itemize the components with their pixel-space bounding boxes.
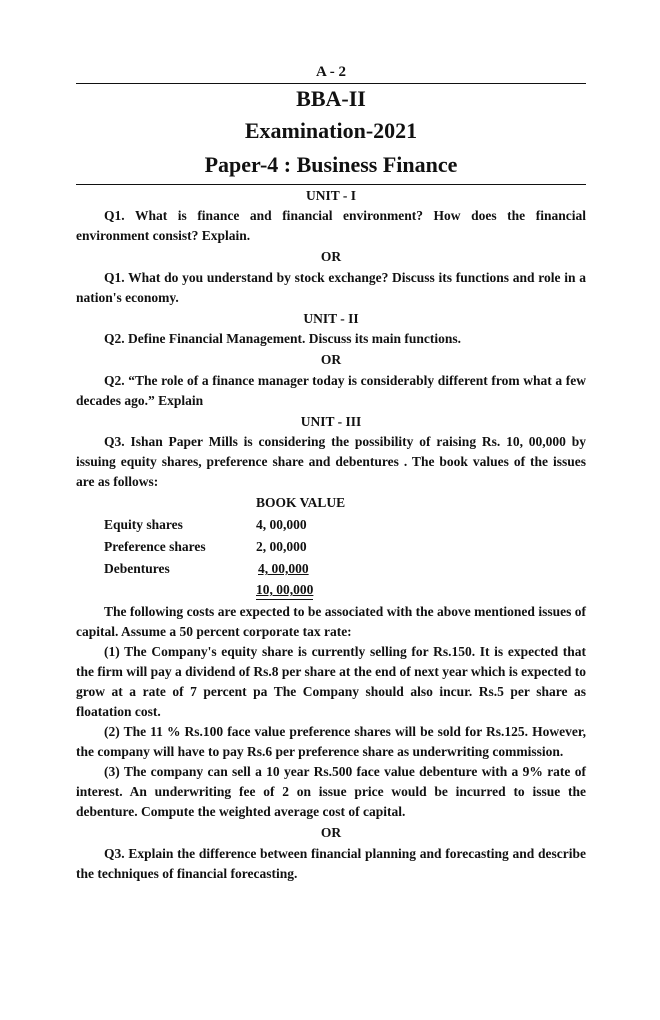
question-1b: Q1. What do you understand by stock exchange? Discuss its functions and role in a nation's economy. <box>76 270 586 305</box>
paper-title: Paper-4 : Business Finance <box>204 152 458 177</box>
total-label-cell <box>104 580 256 602</box>
unit-3-heading: UNIT - III <box>300 414 362 429</box>
or-separator: OR <box>320 352 342 367</box>
point-1: (1) The Company's equity share is currently selling for Rs.150. It is expected that the firm will pay a dividend of Rs.8 per share at the end of next year which is expected to grow at a rate of 7 percent pa The Company should also incur. Rs.5 per share as floatation cost. <box>76 644 586 719</box>
row-label: Debentures <box>104 561 170 576</box>
table-row <box>104 558 313 580</box>
unit-2-heading: UNIT - II <box>303 311 359 326</box>
row-label: Equity shares <box>104 517 183 532</box>
question-2b: Q2. “The role of a finance manager today is considerably different from what a few decades ago.” Explain <box>76 373 586 408</box>
total-value: 10, 00,000 <box>256 582 313 600</box>
row-value: 2, 00,000 <box>256 539 307 554</box>
book-value-table <box>104 514 313 602</box>
row-value: 4, 00,000 <box>258 561 309 576</box>
costs-intro: The following costs are expected to be associated with the above mentioned issues of capital. Assume a 50 percent corporate tax rate: <box>76 604 586 639</box>
row-value-cell <box>256 558 313 580</box>
or-separator: OR <box>320 249 342 264</box>
book-value-heading: BOOK VALUE <box>256 495 346 510</box>
point-2: (2) The 11 % Rs.100 face value preference shares will be sold for Rs.125. However, the company will have to pay Rs.6 per preference share as underwriting commission. <box>76 724 586 759</box>
unit-1-heading: UNIT - I <box>305 188 356 203</box>
course-title: BBA-II <box>296 86 366 111</box>
total-value-cell <box>256 580 313 602</box>
table-row <box>104 514 313 536</box>
page-number: A - 2 <box>316 64 346 80</box>
exam-page <box>76 62 586 884</box>
header-rule <box>76 184 586 185</box>
row-value: 4, 00,000 <box>256 517 307 532</box>
table-row <box>104 536 313 558</box>
question-3b: Q3. Explain the difference between financial planning and forecasting and describe the techniques of financial forecasting. <box>76 846 586 881</box>
table-total-row <box>104 580 313 602</box>
row-label: Preference shares <box>104 539 206 554</box>
point-3: (3) The company can sell a 10 year Rs.500 face value debenture with a 9% rate of interest. An underwriting fee of 2 on issue price would be incurred to issue the debenture. Compute the weighted average cost of capital. <box>76 764 586 819</box>
question-1a: Q1. What is finance and financial environment? How does the financial environment consist? Explain. <box>76 208 586 243</box>
question-3a-intro: Q3. Ishan Paper Mills is considering the possibility of raising Rs. 10, 00,000 by issuing equity shares, preference share and debentures . The book values of the issues are as follows: <box>76 434 586 489</box>
or-separator: OR <box>320 825 342 840</box>
exam-title: Examination-2021 <box>244 118 418 143</box>
question-2a: Q2. Define Financial Management. Discuss its main functions. <box>104 331 462 346</box>
